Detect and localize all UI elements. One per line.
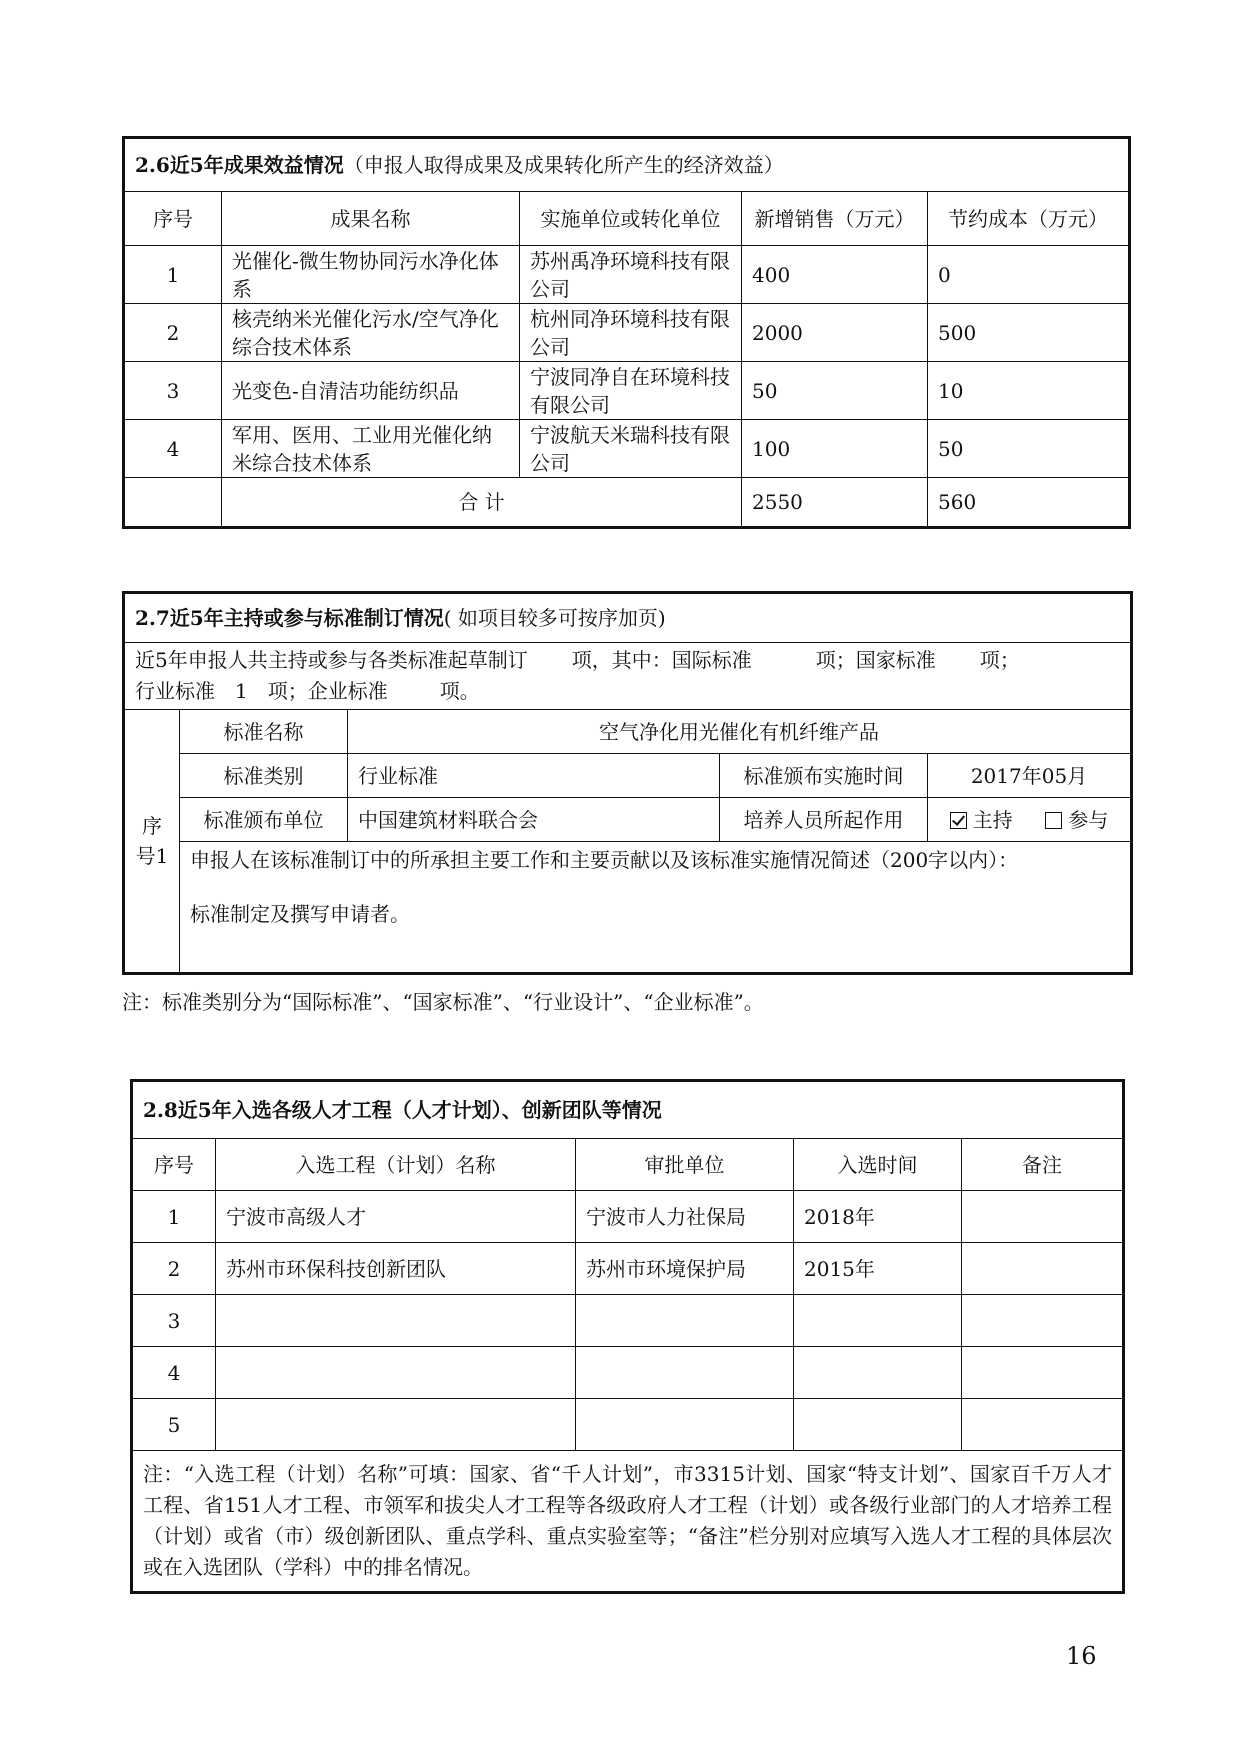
table-row: 5	[132, 1399, 1124, 1451]
section-2-6-title: 2.6近5年成果效益情况（申报人取得成果及成果转化所产生的经济效益）	[124, 138, 1130, 192]
table-header-row	[124, 192, 1130, 246]
standards-summary: 近5年申报人共主持或参与各类标准起草制订 项，其中：国际标准 项；国家标准 项； 行业标准 1 项；企业标准 项。	[124, 643, 1132, 710]
total-row	[124, 478, 1130, 528]
table-row: 1 光催化-微生物协同污水净化体系 苏州禹净环境科技有限公司 400 0	[124, 246, 1130, 304]
header-cell: 序号	[132, 1139, 216, 1191]
table-row: 3	[132, 1295, 1124, 1347]
std-issuer-label: 标准颁布单位	[180, 798, 348, 842]
page-number: 16	[1066, 1642, 1097, 1670]
talent-note: 注：“入选工程（计划）名称”可填：国家、省“千人计划”，市3315计划、国家“特支计划”、国家百千万人才工程、省151人才工程、市领军和拔尖人才工程等各级政府人才工程（计划）或各级行业部门的人才培养工程（计划）或省（市）级创新团队、重点学科、重点实验室等；“备注”栏分别对应填写入选人才工程的具体层次或在入选团队（学科）中的排名情况。	[132, 1451, 1124, 1593]
header-cell: 入选工程（计划）名称	[216, 1139, 576, 1191]
table-2-6	[122, 136, 1131, 529]
table-2-8	[130, 1079, 1125, 1594]
std-name-label: 标准名称	[180, 710, 348, 754]
std-type-value: 行业标准	[348, 754, 720, 798]
total-label: 合 计	[222, 478, 742, 528]
header-cell: 实施单位或转化单位	[520, 192, 742, 246]
description-prompt: 申报人在该标准制订中的所承担主要工作和主要贡献以及该标准实施情况简述（200字以内）：	[190, 848, 1019, 872]
header-cell: 新增销售（万元）	[742, 192, 928, 246]
sequence-label: 序号1	[124, 710, 180, 974]
std-date-label: 标准颁布实施时间	[720, 754, 928, 798]
checkbox-checked-icon[interactable]	[950, 812, 967, 829]
total-sales: 2550	[742, 478, 928, 528]
table-header-row	[132, 1139, 1124, 1191]
section-2-7-title: 2.7近5年主持或参与标准制订情况( 如项目较多可按序加页)	[124, 593, 1132, 643]
total-saving: 560	[928, 478, 1130, 528]
checkbox-empty-icon[interactable]	[1045, 812, 1062, 829]
role-label: 培养人员所起作用	[720, 798, 928, 842]
header-cell: 节约成本（万元）	[928, 192, 1130, 246]
header-cell: 成果名称	[222, 192, 520, 246]
header-cell: 入选时间	[794, 1139, 962, 1191]
std-type-label: 标准类别	[180, 754, 348, 798]
standards-note: 注：标准类别分为“国际标准”、“国家标准”、“行业设计”、“企业标准”。	[122, 990, 764, 1014]
std-issuer-value: 中国建筑材料联合会	[348, 798, 720, 842]
table-row: 2 苏州市环保科技创新团队 苏州市环境保护局 2015年	[132, 1243, 1124, 1295]
std-date-value: 2017年05月	[928, 754, 1132, 798]
role-options	[928, 798, 1132, 842]
industry-standard-count: 1	[235, 679, 248, 703]
header-cell: 备注	[962, 1139, 1124, 1191]
contribution-description	[180, 842, 1132, 974]
table-row: 1 宁波市高级人才 宁波市人力社保局 2018年	[132, 1191, 1124, 1243]
table-row: 3 光变色-自清洁功能纺织品 宁波同净自在环境科技有限公司 50 10	[124, 362, 1130, 420]
table-2-7	[122, 591, 1133, 975]
section-2-8-title: 2.8近5年入选各级人才工程（人才计划）、创新团队等情况	[132, 1081, 1124, 1139]
header-cell: 审批单位	[576, 1139, 794, 1191]
table-row: 4	[132, 1347, 1124, 1399]
table-row: 4 军用、医用、工业用光催化纳米综合技术体系 宁波航天米瑞科技有限公司 100 50	[124, 420, 1130, 478]
header-cell: 序号	[124, 192, 222, 246]
table-row: 2 核壳纳米光催化污水/空气净化综合技术体系 杭州同净环境科技有限公司 2000 500	[124, 304, 1130, 362]
description-text: 标准制定及撰写申请者。	[190, 902, 410, 926]
std-name-value: 空气净化用光催化有机纤维产品	[348, 710, 1132, 754]
role-participate-label: 参与	[1068, 807, 1109, 832]
role-host-label: 主持	[972, 807, 1013, 832]
